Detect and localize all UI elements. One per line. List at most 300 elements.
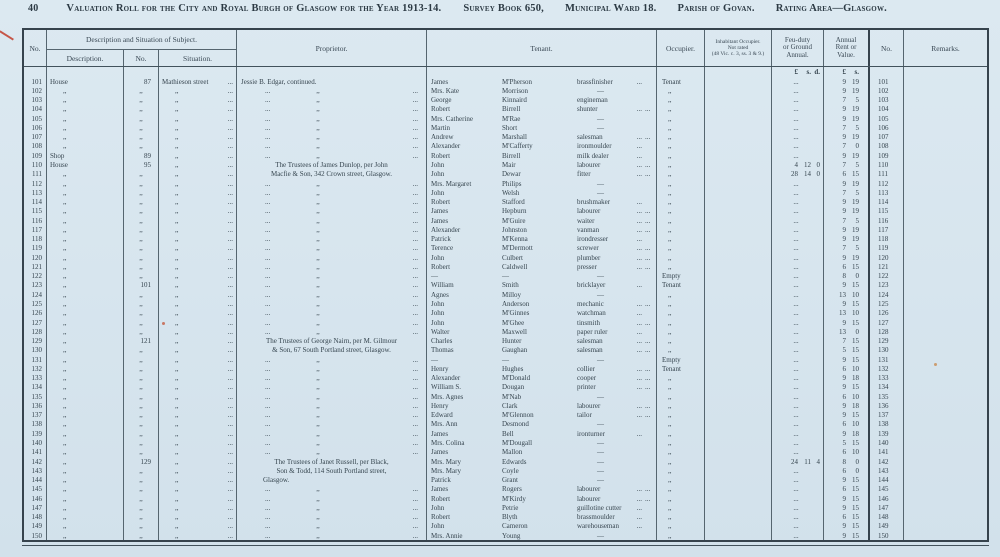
title-parish: Parish of Govan. (677, 3, 755, 14)
tenant-dots: ... (644, 244, 657, 253)
annual-rent: 9 15 (824, 475, 870, 484)
tenant-surname: M'Glennon (502, 411, 534, 420)
leader-dots: ... (223, 364, 237, 373)
tenant-dots (644, 466, 657, 475)
occupier: ,, (657, 235, 705, 244)
row-number: 117 (24, 225, 47, 234)
leader-dots: ... (223, 235, 237, 244)
street-number: ,, (124, 318, 159, 327)
description: ,, (47, 466, 124, 475)
street-number: ,, (124, 133, 159, 142)
occupier: ,, (657, 123, 705, 132)
situation: ,, (175, 96, 179, 105)
tenant-surname: Hepburn (502, 207, 527, 216)
row-number-right: 123 (870, 281, 904, 290)
description: ,, (47, 86, 124, 95)
tenant-surname: Birrell (502, 151, 521, 160)
col-header-no: No. (24, 30, 47, 66)
table-body (24, 67, 987, 540)
inhabitant-occupier (705, 457, 772, 466)
tenant-surname: M'Kenna (502, 235, 528, 244)
tenant-occupation: — (597, 466, 604, 475)
description: ,, (47, 281, 124, 290)
occupier: ,, (657, 96, 705, 105)
proprietor: ... ,, ... (237, 244, 427, 253)
inhabitant-occupier (705, 429, 772, 438)
tenant-dots (644, 151, 657, 160)
tenant-occupation: labourer ... (577, 161, 642, 170)
feu-units: £ s. d. (772, 67, 824, 77)
annual-rent: 9 18 (824, 374, 870, 383)
tenant-dots: ... (644, 374, 657, 383)
leader-dots: ... (223, 503, 237, 512)
leader-dots: ... (223, 114, 237, 123)
annual-rent: 9 19 (824, 114, 870, 123)
remarks (904, 448, 987, 457)
situation: ,, (175, 235, 179, 244)
col-header-remarks: Remarks. (931, 43, 960, 53)
tenant-occupation: plumber ... (577, 253, 642, 262)
tenant-first-name: Mrs. Mary (431, 457, 461, 466)
street-number: ,, (124, 429, 159, 438)
tenant-occupation: ironturner ... (577, 429, 642, 438)
street-number: ,, (124, 309, 159, 318)
inhabitant-occupier (705, 522, 772, 531)
tenant-occupation: labourer ... (577, 207, 642, 216)
proprietor: ... ,, ... (237, 355, 427, 364)
tenant-first-name: John (431, 188, 445, 197)
remarks (904, 438, 987, 447)
remarks (904, 179, 987, 188)
tenant-occupation: waiter ... (577, 216, 642, 225)
table-row (24, 374, 987, 383)
row-number-right: 105 (870, 114, 904, 123)
tenant-occupation: tailor ... (577, 411, 642, 420)
tenant-dots: ... (644, 105, 657, 114)
tenant-dots: ... (644, 383, 657, 392)
tenant-occupation: watchman ... (577, 309, 642, 318)
proprietor: ... ,, ... (237, 216, 427, 225)
occupier: ,, (657, 457, 705, 466)
feu-duty: 28 14 0 (772, 170, 824, 179)
inhabitant-occupier (705, 531, 772, 540)
tenant-first-name: Alexander (431, 374, 461, 383)
col-header-annual-rent (824, 30, 870, 66)
proprietor: ... ,, ... (237, 503, 427, 512)
table-row (24, 225, 987, 234)
situation: ,, (175, 318, 179, 327)
tenant-occupation: — (597, 86, 604, 95)
remarks (904, 235, 987, 244)
inhabitant-occupier (705, 355, 772, 364)
street-number: ,, (124, 522, 159, 531)
occupier: ,, (657, 86, 705, 95)
row-number-right: 120 (870, 253, 904, 262)
leader-dots: ... (223, 142, 237, 151)
proprietor: ... ,, ... (237, 281, 427, 290)
street-number: ,, (124, 401, 159, 410)
description: ,, (47, 401, 124, 410)
inhabitant-occupier (705, 475, 772, 484)
title-municipal-ward: Municipal Ward 18. (565, 3, 657, 14)
inhabitant-occupier (705, 299, 772, 308)
occupier: ,, (657, 522, 705, 531)
inhabitant-occupier (705, 281, 772, 290)
street-number: ,, (124, 364, 159, 373)
street-number: ,, (124, 411, 159, 420)
tenant-dots: ... (644, 346, 657, 355)
col-header-description-group: Description and Situation of Subject. (47, 30, 237, 50)
tenant-occupation: — (597, 290, 604, 299)
occupier: ,, (657, 216, 705, 225)
proprietor: ... ,, ... (237, 133, 427, 142)
tenant-first-name: John (431, 161, 445, 170)
tenant-occupation: labourer ... (577, 485, 642, 494)
row-number: 140 (24, 438, 47, 447)
tenant-occupation: milk dealer ... (577, 151, 642, 160)
description: ,, (47, 188, 124, 197)
feu-line2: or Ground (783, 43, 812, 52)
table-row (24, 188, 987, 197)
occupier: ,, (657, 262, 705, 271)
inhabitant-occupier (705, 327, 772, 336)
description: ,, (47, 114, 124, 123)
leader-dots: ... (223, 123, 237, 132)
proprietor: & Son, 67 South Portland street, Glasgow. (237, 346, 427, 355)
annual-rent: 9 19 (824, 179, 870, 188)
leader-dots: ... (223, 327, 237, 336)
situation: ,, (175, 170, 179, 179)
leader-dots: ... (223, 512, 237, 521)
inhabitant-occupier (705, 86, 772, 95)
feu-duty: ... (772, 309, 824, 318)
row-number-right: 114 (870, 197, 904, 206)
leader-dots: ... (223, 494, 237, 503)
tenant-first-name: James (431, 207, 449, 216)
tenant-surname: — (502, 355, 509, 364)
feu-duty: ... (772, 318, 824, 327)
street-number: ,, (124, 466, 159, 475)
tenant-surname: Petrie (502, 503, 519, 512)
row-number-right: 119 (870, 244, 904, 253)
table-row (24, 401, 987, 410)
annual-rent: 6 15 (824, 170, 870, 179)
tenant-surname: Dougan (502, 383, 525, 392)
leader-dots: ... (223, 475, 237, 484)
leader-dots: ... (223, 309, 237, 318)
tenant-dots: ... (644, 207, 657, 216)
tenant-first-name: John (431, 253, 445, 262)
row-number: 150 (24, 531, 47, 540)
row-number-right: 126 (870, 309, 904, 318)
annual-rent: 9 18 (824, 429, 870, 438)
tenant-dots (644, 290, 657, 299)
situation: ,, (175, 503, 179, 512)
annual-rent: 6 10 (824, 448, 870, 457)
tenant-first-name: James (431, 485, 449, 494)
tenant-surname: Milloy (502, 290, 522, 299)
feu-duty: ... (772, 290, 824, 299)
description: House (47, 160, 124, 169)
tenant-first-name: Alexander (431, 142, 461, 151)
feu-duty: 24 11 4 (772, 457, 824, 466)
feu-duty: ... (772, 401, 824, 410)
row-number-right: 113 (870, 188, 904, 197)
annual-rent: 9 19 (824, 86, 870, 95)
inhabitant-occupier (705, 244, 772, 253)
row-number: 104 (24, 105, 47, 114)
row-number-right: 128 (870, 327, 904, 336)
feu-duty: ... (772, 336, 824, 345)
tenant-first-name: — (431, 355, 438, 364)
tenant-surname: Rogers (502, 485, 522, 494)
leader-dots: ... (223, 133, 237, 142)
tenant-surname: Marshall (502, 133, 527, 142)
proprietor: ... ,, ... (237, 151, 427, 160)
occupier: ,, (657, 309, 705, 318)
feu-duty: ... (772, 105, 824, 114)
street-number: ,, (124, 86, 159, 95)
street-number: 129 (124, 457, 159, 466)
tenant-dots (644, 522, 657, 531)
tenant-occupation: — (597, 531, 604, 540)
description: ,, (47, 503, 124, 512)
proprietor: ... ,, ... (237, 179, 427, 188)
tenant-surname: Caldwell (502, 262, 528, 271)
remarks (904, 485, 987, 494)
row-number: 130 (24, 346, 47, 355)
row-number: 114 (24, 197, 47, 206)
occupier: ,, (657, 420, 705, 429)
col-header-occupier: Occupier. (657, 30, 705, 66)
situation: ,, (175, 420, 179, 429)
tenant-occupation: tinsmith ... (577, 318, 642, 327)
table-row (24, 392, 987, 401)
description: ,, (47, 336, 124, 345)
row-number: 119 (24, 244, 47, 253)
annual-rent: 6 15 (824, 485, 870, 494)
annual-rent: 8 0 (824, 272, 870, 281)
tenant-surname: Grant (502, 476, 518, 485)
tenant-occupation: — (597, 355, 604, 364)
proprietor: ... ,, ... (237, 197, 427, 206)
remarks (904, 475, 987, 484)
table-row (24, 216, 987, 225)
situation: ,, (175, 383, 179, 392)
street-number: ,, (124, 179, 159, 188)
tenant-first-name: Martin (431, 123, 451, 132)
inhabitant-occupier (705, 133, 772, 142)
annual-rent: 9 19 (824, 253, 870, 262)
occupier: Tenant (657, 281, 705, 290)
proprietor: ... ,, ... (237, 105, 427, 114)
leader-dots: ... (223, 160, 237, 169)
inhabitant-occupier (705, 364, 772, 373)
col-header-description: Description. (47, 50, 124, 66)
description: ,, (47, 383, 124, 392)
row-number: 115 (24, 207, 47, 216)
tenant-first-name: James (431, 77, 449, 86)
title-main: Valuation Roll for the City and Royal Burgh of Glasgow for the Year 1913-14. (66, 3, 442, 14)
remarks (904, 299, 987, 308)
feu-duty: ... (772, 253, 824, 262)
inhabitant-occupier (705, 392, 772, 401)
description: ,, (47, 197, 124, 206)
proprietor: ... ,, ... (237, 429, 427, 438)
proprietor: ... ,, ... (237, 411, 427, 420)
description: ,, (47, 457, 124, 466)
street-number: ,, (124, 235, 159, 244)
tenant-occupation: vanman ... (577, 225, 642, 234)
tenant-first-name: Henry (431, 401, 449, 410)
tenant-surname: M'Kirdy (502, 494, 526, 503)
tenant-first-name: Robert (431, 105, 451, 114)
occupier: Empty (657, 272, 705, 281)
inhabitant-occupier (705, 420, 772, 429)
street-number: ,, (124, 188, 159, 197)
tenant-first-name: Mrs. Ann (431, 420, 458, 429)
row-number-right: 116 (870, 216, 904, 225)
description: ,, (47, 133, 124, 142)
description: ,, (47, 475, 124, 484)
feu-duty: ... (772, 151, 824, 160)
leader-dots: ... (223, 318, 237, 327)
row-number-right: 122 (870, 272, 904, 281)
feu-duty: ... (772, 197, 824, 206)
row-number: 135 (24, 392, 47, 401)
table-row (24, 123, 987, 132)
table-row (24, 429, 987, 438)
leader-dots: ... (223, 170, 237, 179)
description: ,, (47, 531, 124, 540)
remarks (904, 133, 987, 142)
tenant-dots (644, 96, 657, 105)
table-row (24, 318, 987, 327)
rent-line1: Annual (835, 35, 857, 44)
annual-rent: 9 15 (824, 318, 870, 327)
remarks (904, 244, 987, 253)
table-header (24, 30, 987, 67)
row-number: 122 (24, 272, 47, 281)
annual-rent: 9 15 (824, 299, 870, 308)
occupier: ,, (657, 327, 705, 336)
annual-rent: 9 15 (824, 411, 870, 420)
tenant-surname: M'Guire (502, 216, 526, 225)
occupier: ,, (657, 346, 705, 355)
tenant-first-name: John (431, 503, 445, 512)
row-number-right: 121 (870, 262, 904, 271)
tenant-occupation: brassfinisher ... (577, 77, 642, 86)
tenant-first-name: Agnes (431, 290, 449, 299)
tenant-dots: ... (644, 253, 657, 262)
proprietor: ... ,, ... (237, 262, 427, 271)
situation: ,, (175, 346, 179, 355)
table-row (24, 290, 987, 299)
leader-dots: ... (223, 383, 237, 392)
feu-duty: ... (772, 272, 824, 281)
proprietor: ... ,, ... (237, 383, 427, 392)
street-number: ,, (124, 531, 159, 540)
occupier: ,, (657, 197, 705, 206)
street-number: ,, (124, 225, 159, 234)
description: ,, (47, 485, 124, 494)
annual-rent: 13 10 (824, 309, 870, 318)
row-number: 102 (24, 86, 47, 95)
occupier: ,, (657, 151, 705, 160)
occupier: ,, (657, 244, 705, 253)
occupier: ,, (657, 448, 705, 457)
proprietor: ... ,, ... (237, 290, 427, 299)
annual-rent: 9 19 (824, 77, 870, 86)
leader-dots: ... (223, 253, 237, 262)
occupier: ,, (657, 170, 705, 179)
annual-rent: 6 10 (824, 364, 870, 373)
remarks (904, 207, 987, 216)
tenant-dots: ... (644, 364, 657, 373)
feu-duty: ... (772, 235, 824, 244)
units-row (24, 67, 987, 77)
tenant-occupation: — (597, 179, 604, 188)
annual-rent: 9 15 (824, 355, 870, 364)
street-number: ,, (124, 299, 159, 308)
description: House (47, 77, 124, 86)
tenant-dots (644, 197, 657, 206)
tenant-occupation: — (597, 272, 604, 281)
inhabitant-occupier (705, 151, 772, 160)
proprietor: ... ,, ... (237, 485, 427, 494)
occupier: ,, (657, 485, 705, 494)
street-number: ,, (124, 374, 159, 383)
feu-duty: ... (772, 383, 824, 392)
table-row (24, 309, 987, 318)
tenant-dots (644, 448, 657, 457)
feu-duty: ... (772, 299, 824, 308)
annual-rent: 7 5 (824, 188, 870, 197)
description: ,, (47, 96, 124, 105)
inhabitant-occupier (705, 123, 772, 132)
table-row (24, 96, 987, 105)
tenant-first-name: Mrs. Annie (431, 531, 463, 540)
table-row (24, 457, 987, 466)
remarks (904, 383, 987, 392)
occupier: ,, (657, 105, 705, 114)
tenant-first-name: Terence (431, 244, 454, 253)
leader-dots: ... (223, 355, 237, 364)
street-number: ,, (124, 392, 159, 401)
row-number-right: 111 (870, 170, 904, 179)
inhabitant-occupier (705, 383, 772, 392)
tenant-occupation: brushmaker ... (577, 198, 642, 207)
annual-rent: 9 15 (824, 383, 870, 392)
feu-duty: ... (772, 86, 824, 95)
row-number-right: 102 (870, 86, 904, 95)
row-number: 131 (24, 355, 47, 364)
inhabitant-occupier (705, 225, 772, 234)
tenant-occupation: — (597, 392, 604, 401)
proprietor: ... ,, ... (237, 420, 427, 429)
annual-rent: 7 5 (824, 216, 870, 225)
tenant-first-name: Patrick (431, 235, 451, 244)
occupier: ,, (657, 475, 705, 484)
situation: ,, (175, 179, 179, 188)
tenant-dots: ... (644, 318, 657, 327)
tenant-first-name: James (431, 429, 449, 438)
tenant-surname: Bell (502, 429, 514, 438)
rent-line2: Rent or (835, 43, 857, 52)
street-number: ,, (124, 438, 159, 447)
leader-dots: ... (223, 457, 237, 466)
tenant-dots (644, 114, 657, 123)
